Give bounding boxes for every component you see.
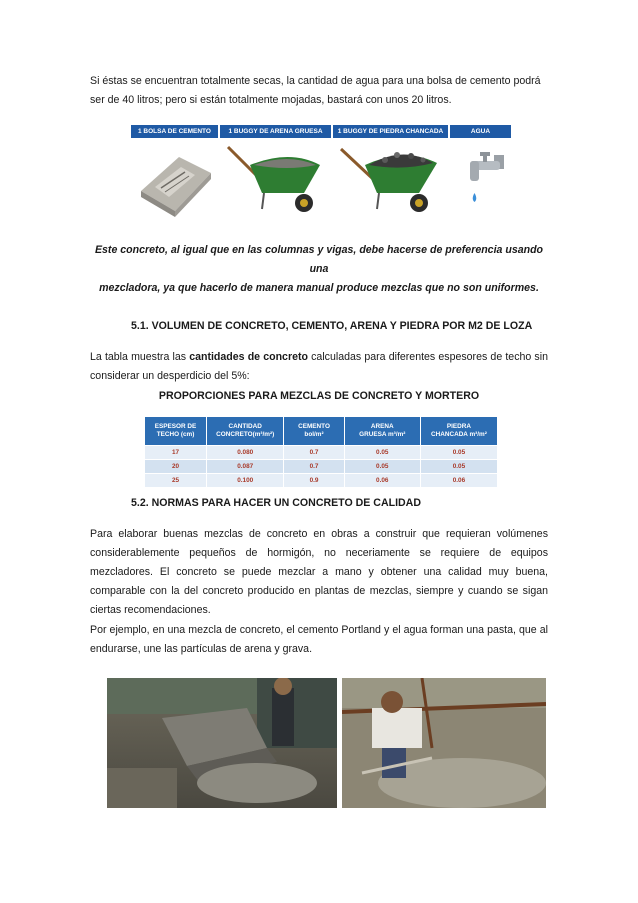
photo-pouring-concrete [107,678,337,808]
section-5-1-title: 5.1. VOLUMEN DE CONCRETO, CEMENTO, ARENA Y PIEDRA POR M2 DE LOZA [131,320,533,332]
concrete-leveling-image [342,678,546,808]
table-cell: 0.05 [344,446,420,460]
mixer-note [86,241,552,298]
table-cell: 0.087 [207,460,284,474]
mixer-note-line-2: mezcladora, ya que hacerlo de manera manual produce mezclas que no son uniformes. [99,282,539,294]
intro-line-2: ser de 40 litros; pero si están totalmente mojadas, bastará con unos 20 litros. [90,94,452,106]
table-header-concrete: CANTIDAD CONCRETO(m³/m²) [207,417,284,446]
materials-cell-sand [220,139,333,219]
table-row [145,446,498,460]
table-header-sand: ARENA GRUESA m³/m² [344,417,420,446]
table-row [145,474,498,488]
section-5-1-text-after: calculadas para diferentes espesores de techo sin considerar un desperdicio del 5%: [90,351,548,382]
materials-header-gravel: 1 BUGGY DE PIEDRA CHANCADA [333,125,450,138]
table-row [145,460,498,474]
table-header-cement: CEMENTO bol/m² [284,417,344,446]
materials-cell-water [450,139,511,219]
table-cell: 0.7 [284,446,344,460]
table-header-thickness: ESPESOR DE TECHO (cm) [145,417,207,446]
table-header-gravel: PIEDRA CHANCADA m³/m² [420,417,497,446]
section-5-2-paragraph-2: Por ejemplo, en una mezcla de concreto, el cemento Portland y el agua forman una pasta, que al endurarse, une las partículas de arena y grava. [90,624,548,655]
table-cell: 20 [145,460,207,474]
section-5-2-paragraph-1: Para elaborar buenas mezclas de concreto en obras a construir que requieran volúmenes considerablemente pequeños de hormigón, no neceriamente se requiere de equipos mezcladores. El concreto se puede mezclar a mano y obtener una calidad muy buena, comparable con la del concreto producido en plantas de mezclas, siempre y cuando se sigan ciertas recomendaciones. [90,528,548,616]
table-cell: 25 [145,474,207,488]
section-5-1-paragraph [90,348,548,386]
mixer-note-line-1: Este concreto, al igual que en las columnas y vigas, debe hacerse de preferencia usando una [94,244,544,275]
photo-leveling-concrete [342,678,546,808]
table-cell: 17 [145,446,207,460]
table-cell: 0.05 [420,446,497,460]
materials-header-cement: 1 BOLSA DE CEMENTO [131,125,220,138]
intro-paragraph [90,72,548,110]
table-cell: 0.7 [284,460,344,474]
water-faucet-icon [450,139,511,219]
section-5-2-title: 5.2. NORMAS PARA HACER UN CONCRETO DE CALIDAD [131,497,421,509]
section-5-1-text-bold: cantidades de concreto [189,351,308,363]
table-cell: 0.06 [344,474,420,488]
cement-bag-icon [131,139,218,219]
table-cell: 0.05 [420,460,497,474]
intro-line-1: Si éstas se encuentran totalmente secas, la cantidad de agua para una bolsa de cemento podrá [90,75,541,87]
materials-figure [131,125,511,221]
concrete-pouring-image [107,678,337,808]
wheelbarrow-gravel-icon [333,139,448,219]
materials-cell-gravel [333,139,450,219]
wheelbarrow-sand-icon [220,139,331,219]
table-cell: 0.06 [420,474,497,488]
table-cell: 0.100 [207,474,284,488]
materials-header-sand: 1 BUGGY DE ARENA GRUESA [220,125,333,138]
table-header-row [145,417,498,446]
materials-cell-cement [131,139,220,219]
table-cell: 0.05 [344,460,420,474]
table-cell: 0.080 [207,446,284,460]
materials-header-water: AGUA [450,125,511,138]
table-cell: 0.9 [284,474,344,488]
section-5-1-text-before: La tabla muestra las [90,351,190,363]
proportions-table [144,416,498,488]
proportions-subtitle: PROPORCIONES PARA MEZCLAS DE CONCRETO Y MORTERO [158,390,480,402]
